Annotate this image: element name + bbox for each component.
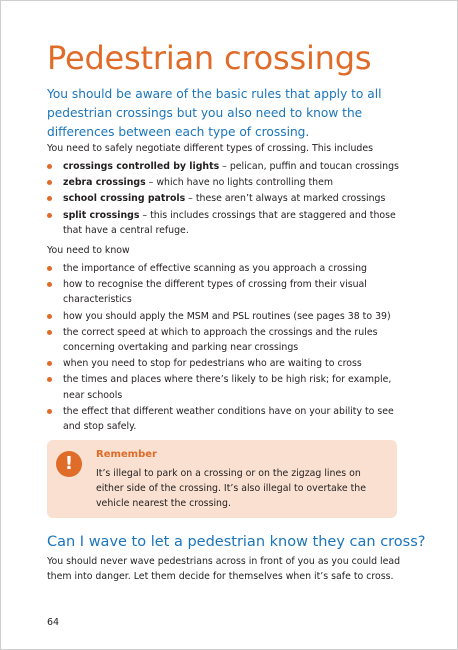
list-item-text: when you need to stop for pedestrians who are waiting to cross [63,358,362,370]
crossing-types-intro: You need to safely negotiate different types of crossing. This includes [47,143,373,154]
list-item-text: the effect that different weather conditions have on your ability to see and stop safely. [63,405,394,433]
bullet-icon [47,377,52,382]
list-item [47,372,407,402]
list-item-desc: – pelican, puffin and toucan crossings [219,161,399,172]
list-item-desc: – which have no lights controlling them [145,177,334,189]
list-item [47,309,407,324]
bullet-icon [47,213,52,218]
list-item [47,277,407,307]
remember-text: It’s illegal to park on a crossing or on the zigzag lines on either side of the crossing. It’s also illegal to overtake the vehicle nearest the crossing. [96,468,366,510]
list-item-term: split crossings [63,209,140,221]
bullet-icon [47,164,52,169]
bullet-icon [47,314,52,319]
bullet-icon [47,330,52,335]
bullet-icon [47,361,52,366]
intro-paragraph: You should be aware of the basic rules that apply to all pedestrian crossings but you also need to know the differences between each type of crossing. [47,87,382,139]
list-item-text: the importance of effective scanning as you approach a crossing [63,263,367,274]
list-item [47,159,407,174]
list-item-desc: – these aren’t always at marked crossings [185,193,386,205]
bullet-icon [47,196,52,201]
exclamation-icon: ! [56,451,82,477]
list-item-term: school crossing patrols [63,193,186,205]
page-title: Pedestrian crossings [47,39,372,77]
section-subheading: Can I wave to let a pedestrian know they can cross? [47,534,426,550]
list-item [47,325,407,355]
list-item-text: how to recognise the different types of crossing from their visual characteristics [63,279,367,306]
wave-paragraph: You should never wave pedestrians across in front of you as you could lead them into danger. Let them decide for themselves when it’s safe to cross. [47,556,401,583]
list-item [47,175,407,190]
page-number: 64 [47,617,60,628]
remember-title: Remember [96,449,157,460]
bullet-icon [47,409,52,414]
list-item-text: how you should apply the MSM and PSL routines (see pages 38 to 39) [63,310,391,322]
list-item-text: the times and places where there’s likely to be high risk; for example, near schools [63,374,392,401]
list-item-text: the correct speed at which to approach the crossings and the rules concerning overtaking and parking near crossings [63,326,378,354]
list-item [47,191,407,206]
list-item-term: zebra crossings [63,177,146,189]
list-item [47,356,407,371]
list-item [47,261,407,276]
bullet-icon [47,180,52,185]
bullet-icon [47,282,52,287]
list-item [47,208,407,238]
need-to-know-intro: You need to know [47,245,130,256]
need-to-know-list [47,261,407,435]
list-item-term: crossings controlled by lights [63,161,220,172]
remember-box [47,440,397,518]
list-item-desc: – this includes crossings that are staggered and those that have a central refuge. [63,209,396,236]
list-item [47,404,407,434]
bullet-icon [47,266,52,271]
crossing-types-list [47,159,407,239]
